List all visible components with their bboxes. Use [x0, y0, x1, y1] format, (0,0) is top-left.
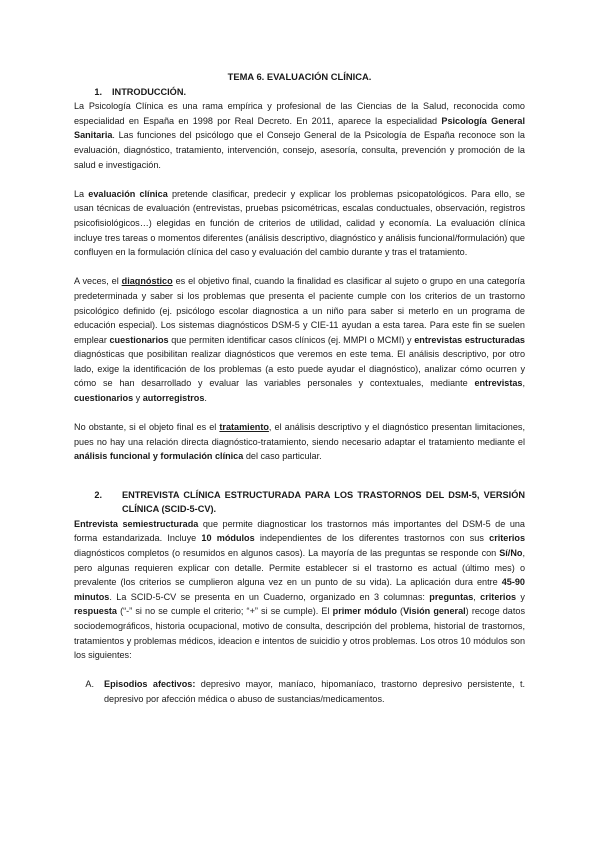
- bold-term: criterios: [489, 533, 526, 544]
- section-2-heading: [74, 488, 525, 517]
- bold-term: autorregistros: [142, 393, 205, 404]
- text-run: ,: [473, 591, 481, 602]
- bold-term: Sí/No: [499, 548, 523, 558]
- paragraph-clinical-evaluation: [74, 187, 525, 260]
- list-item: [74, 677, 525, 706]
- text-run: , pero algunas requieren explicar con detalle. Permite establecer si el trastorno es actual (último mes) o prevalente (los criterios se cumplieron alguna vez en un punto de su vida). La aplicación dura entre: [74, 548, 525, 588]
- bold-term: Entrevista semiestructurada: [74, 518, 199, 529]
- text-run: , el análisis descriptivo y el diagnóstico presentan limitaciones, pues no hay una relación directa diagnóstico-tratamiento, siendo necesario adaptar el tratamiento mediante el: [74, 422, 525, 447]
- bold-term: criterios: [480, 591, 517, 602]
- text-run: (“-” si no se cumple el criterio; “+” si se cumple). El: [116, 606, 333, 617]
- text-run: No obstante, si el objeto final es el: [74, 422, 220, 433]
- text-run: independientes de los diferentes trastornos con sus: [254, 533, 490, 544]
- text-run: diagnósticas que posibilitan realizar diagnósticos que veremos en este tema. El análisis descriptivo, por otro lado, exige la identificación de los problemas (a esto puede ayudar el diagnóstico), analizar cómo ocurren y cómo se han desarrollado y evaluar las variables personales y contextuales, mediante: [74, 349, 525, 389]
- bold-term: respuesta: [74, 606, 117, 617]
- text-run: y: [516, 591, 525, 602]
- text-run: es el objetivo final, cuando la finalidad es clasificar al sujeto o grupo en una categoría predeterminada y saber si los problemas que presenta el paciente cumple con los criterios de un trastorno psicológico definido (ej. psicólogo escolar diagnostica a un niño para saber si meterlo en un programa de educación especial). Los sistemas diagnósticos DSM-5 y CIE-11 ayudan a esta tarea. Para este fin se suelen emplear: [74, 276, 525, 345]
- bold-underlined-term: diagnóstico: [121, 276, 173, 287]
- section-1-heading: [74, 85, 525, 100]
- bold-term: Episodios afectivos:: [104, 679, 196, 690]
- bold-term: cuestionarios: [74, 393, 134, 404]
- paragraph-treatment: [74, 420, 525, 464]
- text-run: . La SCID-5-CV se presenta en un Cuaderno, organizado en 3 columnas:: [109, 591, 430, 602]
- text-run: que permiten identificar casos clínicos (ej. MMPI o MCMI) y: [168, 334, 415, 345]
- bold-term: cuestionarios: [109, 334, 169, 345]
- bold-term: análisis funcional y formulación clínica: [74, 451, 244, 462]
- section-1-heading-text: INTRODUCCIÓN.: [112, 86, 187, 97]
- bold-term: primer módulo: [332, 606, 397, 617]
- bold-term: evaluación clínica: [88, 188, 168, 199]
- text-run: A veces, el: [74, 276, 122, 287]
- text-run: que permite diagnosticar los trastornos más importantes del DSM-5 de una forma estandarizada. Incluye: [74, 518, 525, 544]
- text-run: depresivo mayor, maníaco, hipomaníaco, trastorno depresivo persistente, t. depresivo por afección médica o abuso de sustancias/medicamentos.: [104, 679, 525, 704]
- text-run: La: [74, 188, 89, 199]
- text-run: del caso particular.: [243, 451, 322, 462]
- section-1-number: 1.: [94, 86, 102, 97]
- bold-term: Visión general: [403, 606, 466, 617]
- section-2-number: 2.: [94, 489, 102, 500]
- text-run: La Psicología Clínica es una rama empírica y profesional de las Ciencias de la Salud, reconocida como especialidad en España en 1998 por Real Decreto. En 2011, aparece la especialidad: [74, 101, 525, 126]
- bold-term: Psicología General Sanitaria: [74, 115, 525, 141]
- bold-term: 10 módulos: [201, 533, 255, 544]
- text-run: ,: [522, 378, 525, 389]
- text-run: ) recoge datos sociodemográficos, historia ocupacional, motivo de consulta, descripción del problema, historial de trastornos, tratamientos y problemas médicos, ideacion e intentos de suicidio y otros problemas. Los otros 10 módulos son los siguientes:: [74, 606, 525, 661]
- bold-underlined-term: tratamiento: [219, 422, 269, 433]
- bold-term: entrevistas estructuradas: [414, 334, 525, 345]
- text-run: pretende clasificar, predecir y explicar los problemas psicopatológicos. Para ello, se usan técnicas de evaluación (entrevistas, pruebas psicométricas, escalas conductuales, observación, registros psicofisiológicos…) elegidas en función de criterios de utilidad, calidad y economía. La evaluación clínica incluye tres tareas o momentos diferentes (análisis descriptivo, diagnóstico y análisis funcional/formulación) que confluyen en la formulación clínica del caso y evaluación del cambio durante y tras el tratamiento.: [74, 188, 525, 258]
- document-page: [74, 70, 525, 707]
- paragraph-intro: [74, 99, 525, 172]
- bold-term: 45-90 minutos: [74, 577, 525, 602]
- text-run: . Las funciones del psicólogo que el Consejo General de la Psicología de España reconoce son la evaluación, diagnóstico, tratamiento, intervención, consejo, asesoría, consulta, prevención y promoción de la salud e investigación.: [74, 130, 525, 170]
- section-2-heading-text: ENTREVISTA CLÍNICA ESTRUCTURADA PARA LOS TRASTORNOS DEL DSM-5, VERSIÓN CLÍNICA (SCID-5-CV).: [122, 489, 525, 515]
- text-run: (: [396, 606, 404, 617]
- text-run: .: [204, 393, 207, 404]
- document-title: TEMA 6. EVALUACIÓN CLÍNICA.: [227, 71, 372, 82]
- paragraph-scid: [74, 517, 525, 663]
- paragraph-diagnosis: [74, 274, 525, 405]
- text-run: y: [133, 393, 143, 404]
- list-item-text: [104, 677, 525, 706]
- text-run: diagnósticos completos (o resumidos en algunos casos). La mayoría de las preguntas se responde con: [74, 548, 500, 558]
- list-marker: A.: [85, 679, 94, 690]
- bold-term: entrevistas: [474, 378, 523, 389]
- bold-term: preguntas: [429, 591, 474, 602]
